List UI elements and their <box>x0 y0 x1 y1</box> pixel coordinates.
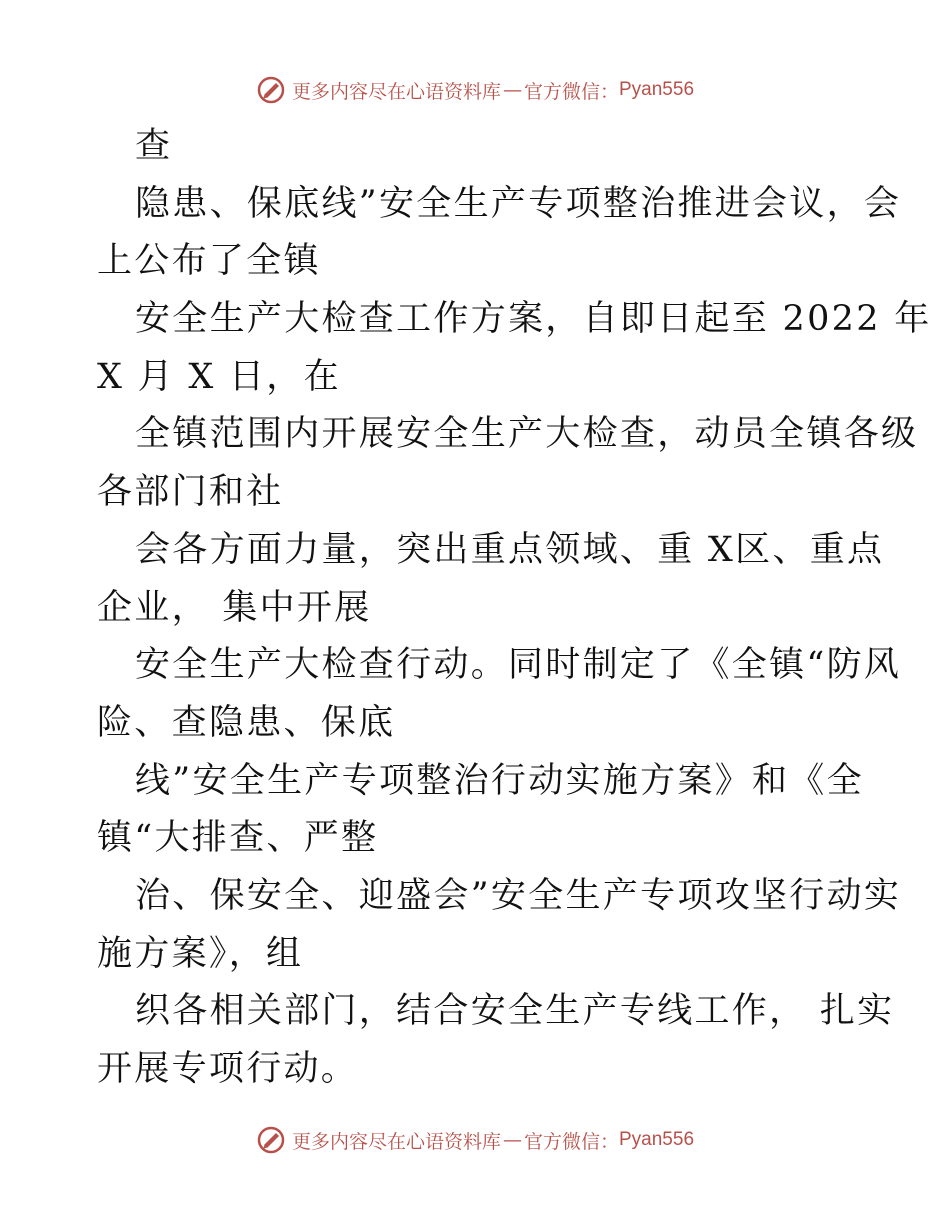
body-line: 施方案》，组 <box>97 933 304 974</box>
footer-site-text: 更多内容尽在心语资料库 <box>291 1130 501 1153</box>
body-line: 治、保安全、迎盛会”安全生产专项攻坚行动实 <box>135 875 902 916</box>
body-line: 会各方面力量，突出重点领域、重 X区、重点 <box>135 529 885 570</box>
body-line: 安全生产大检查行动。同时制定了《全镇“防风 <box>135 645 902 686</box>
body-line: 线”安全生产专项整治行动实施方案》和《全 <box>135 760 864 801</box>
body-line: 各部门和社 <box>97 472 284 513</box>
body-line: 织各相关部门，结合安全生产专线工作， 扎实 <box>135 991 895 1032</box>
header-separator: — <box>502 79 522 101</box>
header-site-text: 更多内容尽在心语资料库 <box>291 80 501 103</box>
footer-wechat-id: Pyan556 <box>619 1129 695 1150</box>
body-line: 企业， 集中开展 <box>97 587 372 628</box>
header-wechat-label: 官方微信： <box>523 80 619 103</box>
pen-logo-icon <box>256 75 286 105</box>
header-wechat-id: Pyan556 <box>619 79 695 100</box>
body-line: 安全生产大检查工作方案，自即日起至 2022 年 <box>135 299 932 340</box>
footer-separator: — <box>502 1129 522 1151</box>
body-line: 镇“大排查、严整 <box>97 818 379 859</box>
pen-logo-icon <box>256 1125 286 1155</box>
body-line: 全镇范围内开展安全生产大检查，动员全镇各级 <box>135 414 919 455</box>
body-line: 开展专项行动。 <box>97 1049 359 1089</box>
document-body <box>97 118 932 1099</box>
footer-wechat-label: 官方微信： <box>523 1130 619 1153</box>
body-line: 上公布了全镇 <box>97 241 321 282</box>
body-line: 隐患、保底线”安全生产专项整治推进会议，会 <box>135 183 902 224</box>
footer-banner <box>0 1122 950 1158</box>
body-line: 查 <box>135 126 173 166</box>
header-banner <box>0 72 950 108</box>
body-line: X 月 X 日，在 <box>97 356 341 397</box>
body-line: 险、查隐患、保底 <box>97 702 396 743</box>
